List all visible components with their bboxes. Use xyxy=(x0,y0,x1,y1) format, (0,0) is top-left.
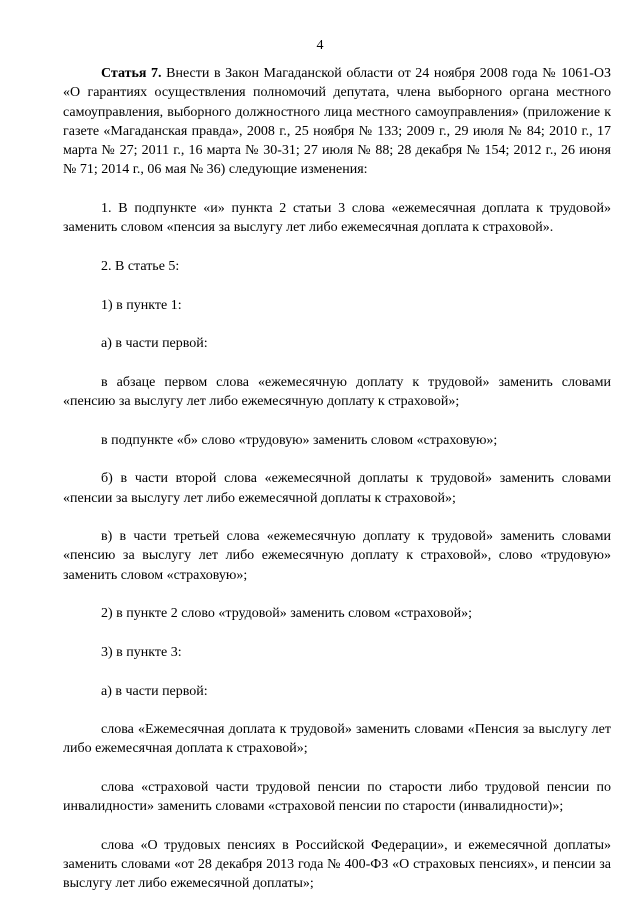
article-heading: Статья 7. xyxy=(101,66,162,81)
paragraph-gap xyxy=(63,353,611,372)
paragraph-item-2: 2. В статье 5: xyxy=(101,258,180,274)
paragraph-part-b: б) в части второй слова «ежемесячной доплаты к трудовой» заменить словами «пенсии за выслугу лет либо ежемесячной доплаты к страховой»; xyxy=(63,471,611,506)
document-body xyxy=(63,64,611,894)
paragraph-gap xyxy=(63,817,611,836)
page-number: 4 xyxy=(316,38,324,53)
paragraph-gap xyxy=(63,624,611,643)
paragraph-item-1: 1. В подпункте «и» пункта 2 статьи 3 слова «ежемесячная доплата к трудовой» заменить словом «пенсия за выслугу лет либо ежемесячная доплата к страховой». xyxy=(63,201,611,236)
paragraph-replace-2: слова «страховой части трудовой пенсии по старости либо трудовой пенсии по инвалидности» заменить словами «страховой пенсии по старости (инвалидности)»; xyxy=(63,779,611,815)
paragraph-gap xyxy=(63,238,611,257)
paragraph-replace-1: слова «Ежемесячная доплата к трудовой» заменить словами «Пенсия за выслугу лет либо ежемесячная доплата к страховой»; xyxy=(63,722,611,757)
paragraph-subitem-1: 1) в пункте 1: xyxy=(101,297,182,313)
paragraph-subitem-2: 2) в пункте 2 слово «трудовой» заменить словом «страховой»; xyxy=(101,606,472,622)
paragraph-part-a: а) в части первой: xyxy=(101,336,208,352)
paragraph-replace-3: слова «О трудовых пенсиях в Российской Федерации», и ежемесячной доплаты» заменить словами «от 28 декабря 2013 года № 400-ФЗ «О страховых пенсиях», и пенсии за выслугу лет либо ежемесячной доплаты»; xyxy=(63,837,611,892)
paragraph-part-a-2: а) в части первой: xyxy=(101,683,208,699)
paragraph-abzac-first: в абзаце первом слова «ежемесячную доплату к трудовой» заменить словами «пенсию за выслугу лет либо ежемесячную доплату к страховой»; xyxy=(63,374,611,410)
paragraph-gap xyxy=(63,759,611,778)
paragraph-gap xyxy=(63,411,611,430)
paragraph-gap xyxy=(63,701,611,720)
paragraph-part-c: в) в части третьей слова «ежемесячную доплату к трудовой» заменить словами «пенсию за выслугу лет либо ежемесячную доплату к страховой», слово «трудовую» заменить словом «страховую»; xyxy=(63,529,611,583)
paragraph-gap xyxy=(63,276,611,295)
paragraph-gap xyxy=(63,585,611,604)
paragraph-gap xyxy=(63,662,611,681)
paragraph-subitem-3: 3) в пункте 3: xyxy=(101,644,182,660)
paragraph-gap xyxy=(63,315,611,334)
paragraph-gap xyxy=(63,180,611,199)
paragraph-subpoint-b: в подпункте «б» слово «трудовую» заменить словом «страховую»; xyxy=(101,432,498,448)
article-intro-paragraph xyxy=(63,64,611,180)
article-intro-text: Внести в Закон Магаданской области от 24 ноября 2008 года № 1061-ОЗ «О гарантиях осуществления полномочий депутата, члена выборного органа местного самоуправления, выборного должностного лица местного самоуправления» (приложение к газете «Магаданская правда», 2008 г., 25 ноября № 133; 2009 г., 29 июля № 84; 2010 г., 17 марта № 27; 2011 г., 16 марта № 30-31; 27 июля № 88; 28 декабря № 154; 2012 г., 26 июня № 71; 2014 г., 06 мая № 36) следующие изменения: xyxy=(63,66,612,178)
paragraph-gap xyxy=(63,450,611,469)
paragraph-gap xyxy=(63,508,611,527)
